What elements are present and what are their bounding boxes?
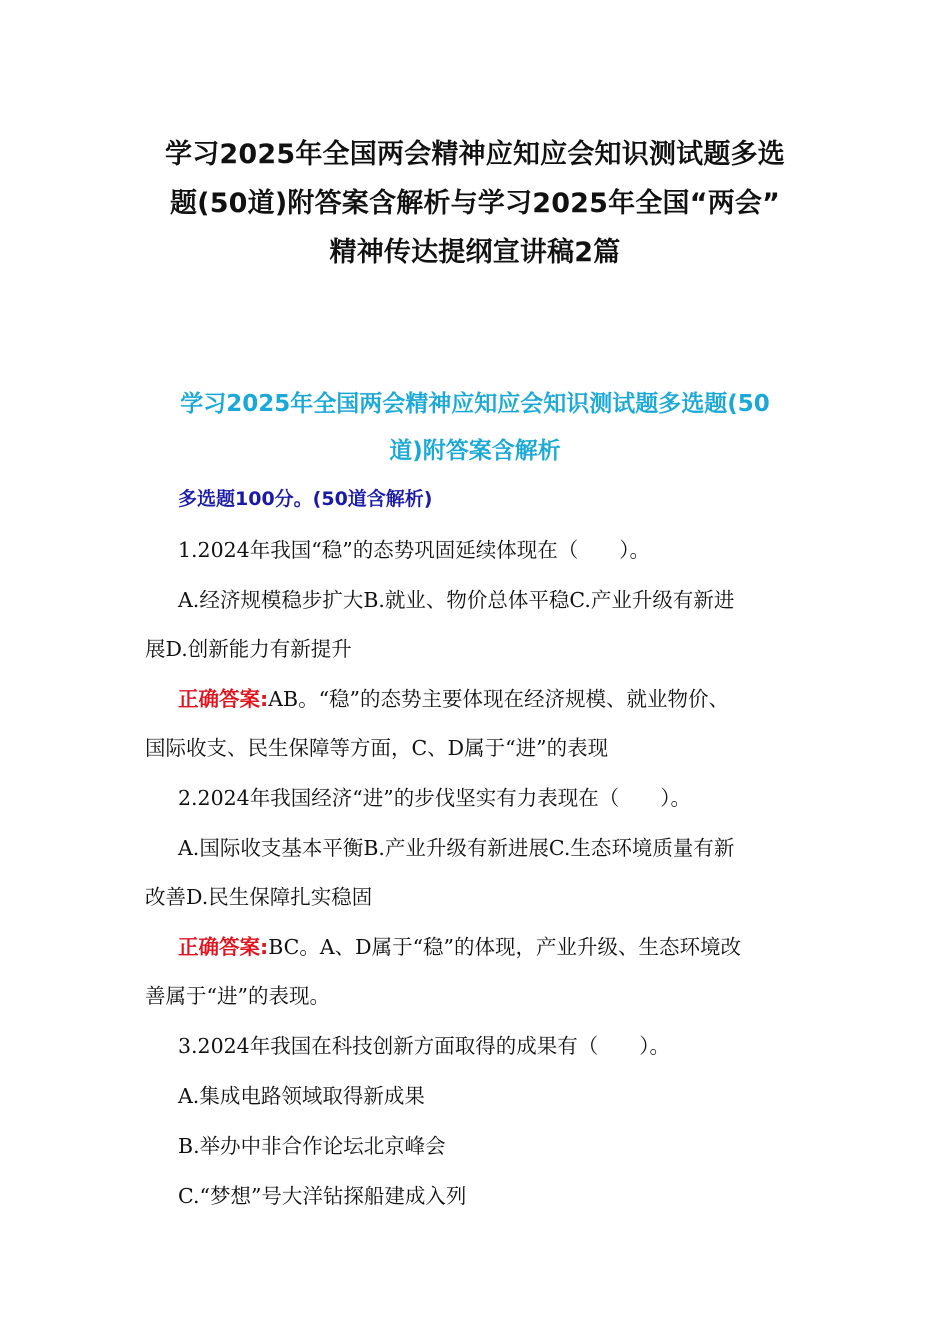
q1-answer-label: 正确答案: — [178, 687, 269, 711]
q2-answer-label: 正确答案: — [178, 935, 269, 959]
title-line-1: 学习2025年全国两会精神应知应会知识测试题多选 — [165, 139, 785, 170]
q2-options-line-2: 改善D.民生保障扎实稳固 — [145, 885, 373, 909]
section-intro: 多选题100分。(50道含解析) — [178, 488, 433, 510]
q2-answer-line-1 — [178, 932, 741, 962]
section-title-line-1: 学习2025年全国两会精神应知应会知识测试题多选题(50 — [180, 391, 770, 417]
q1-options-line-2: 展D.创新能力有新提升 — [145, 637, 352, 661]
q1-answer-line-2: 国际收支、民生保障等方面，C、D属于“进”的表现 — [145, 736, 609, 760]
q2-options-line-1: A.国际收支基本平衡B.产业升级有新进展C.生态环境质量有新 — [178, 836, 735, 860]
q1-stem: 1.2024年我国“稳”的态势巩固延续体现在（ ）。 — [178, 538, 650, 562]
section-title — [140, 381, 810, 475]
q3-option-a: A.集成电路领域取得新成果 — [178, 1084, 425, 1108]
q3-option-c: C.“梦想”号大洋钻探船建成入列 — [178, 1184, 467, 1208]
q1-answer-text: AB。“稳”的态势主要体现在经济规模、就业物价、 — [268, 687, 730, 711]
q3-stem: 3.2024年我国在科技创新方面取得的成果有（ ）。 — [178, 1034, 670, 1058]
title-line-2: 题(50道)附答案含解析与学习2025年全国“两会” — [169, 188, 781, 219]
section-title-line-2: 道)附答案含解析 — [389, 438, 561, 464]
title-line-3: 精神传达提纲宣讲稿2篇 — [329, 237, 621, 268]
q3-option-b: B.举办中非合作论坛北京峰会 — [178, 1134, 446, 1158]
document-title — [140, 130, 810, 277]
q1-answer-line-1 — [178, 684, 729, 714]
q2-stem: 2.2024年我国经济“进”的步伐坚实有力表现在（ ）。 — [178, 786, 691, 810]
q1-options-line-1: A.经济规模稳步扩大B.就业、物价总体平稳C.产业升级有新进 — [178, 588, 735, 612]
q2-answer-line-2: 善属于“进”的表现。 — [145, 984, 330, 1008]
q2-answer-text: BC。A、D属于“稳”的体现，产业升级、生态环境改 — [268, 935, 742, 959]
